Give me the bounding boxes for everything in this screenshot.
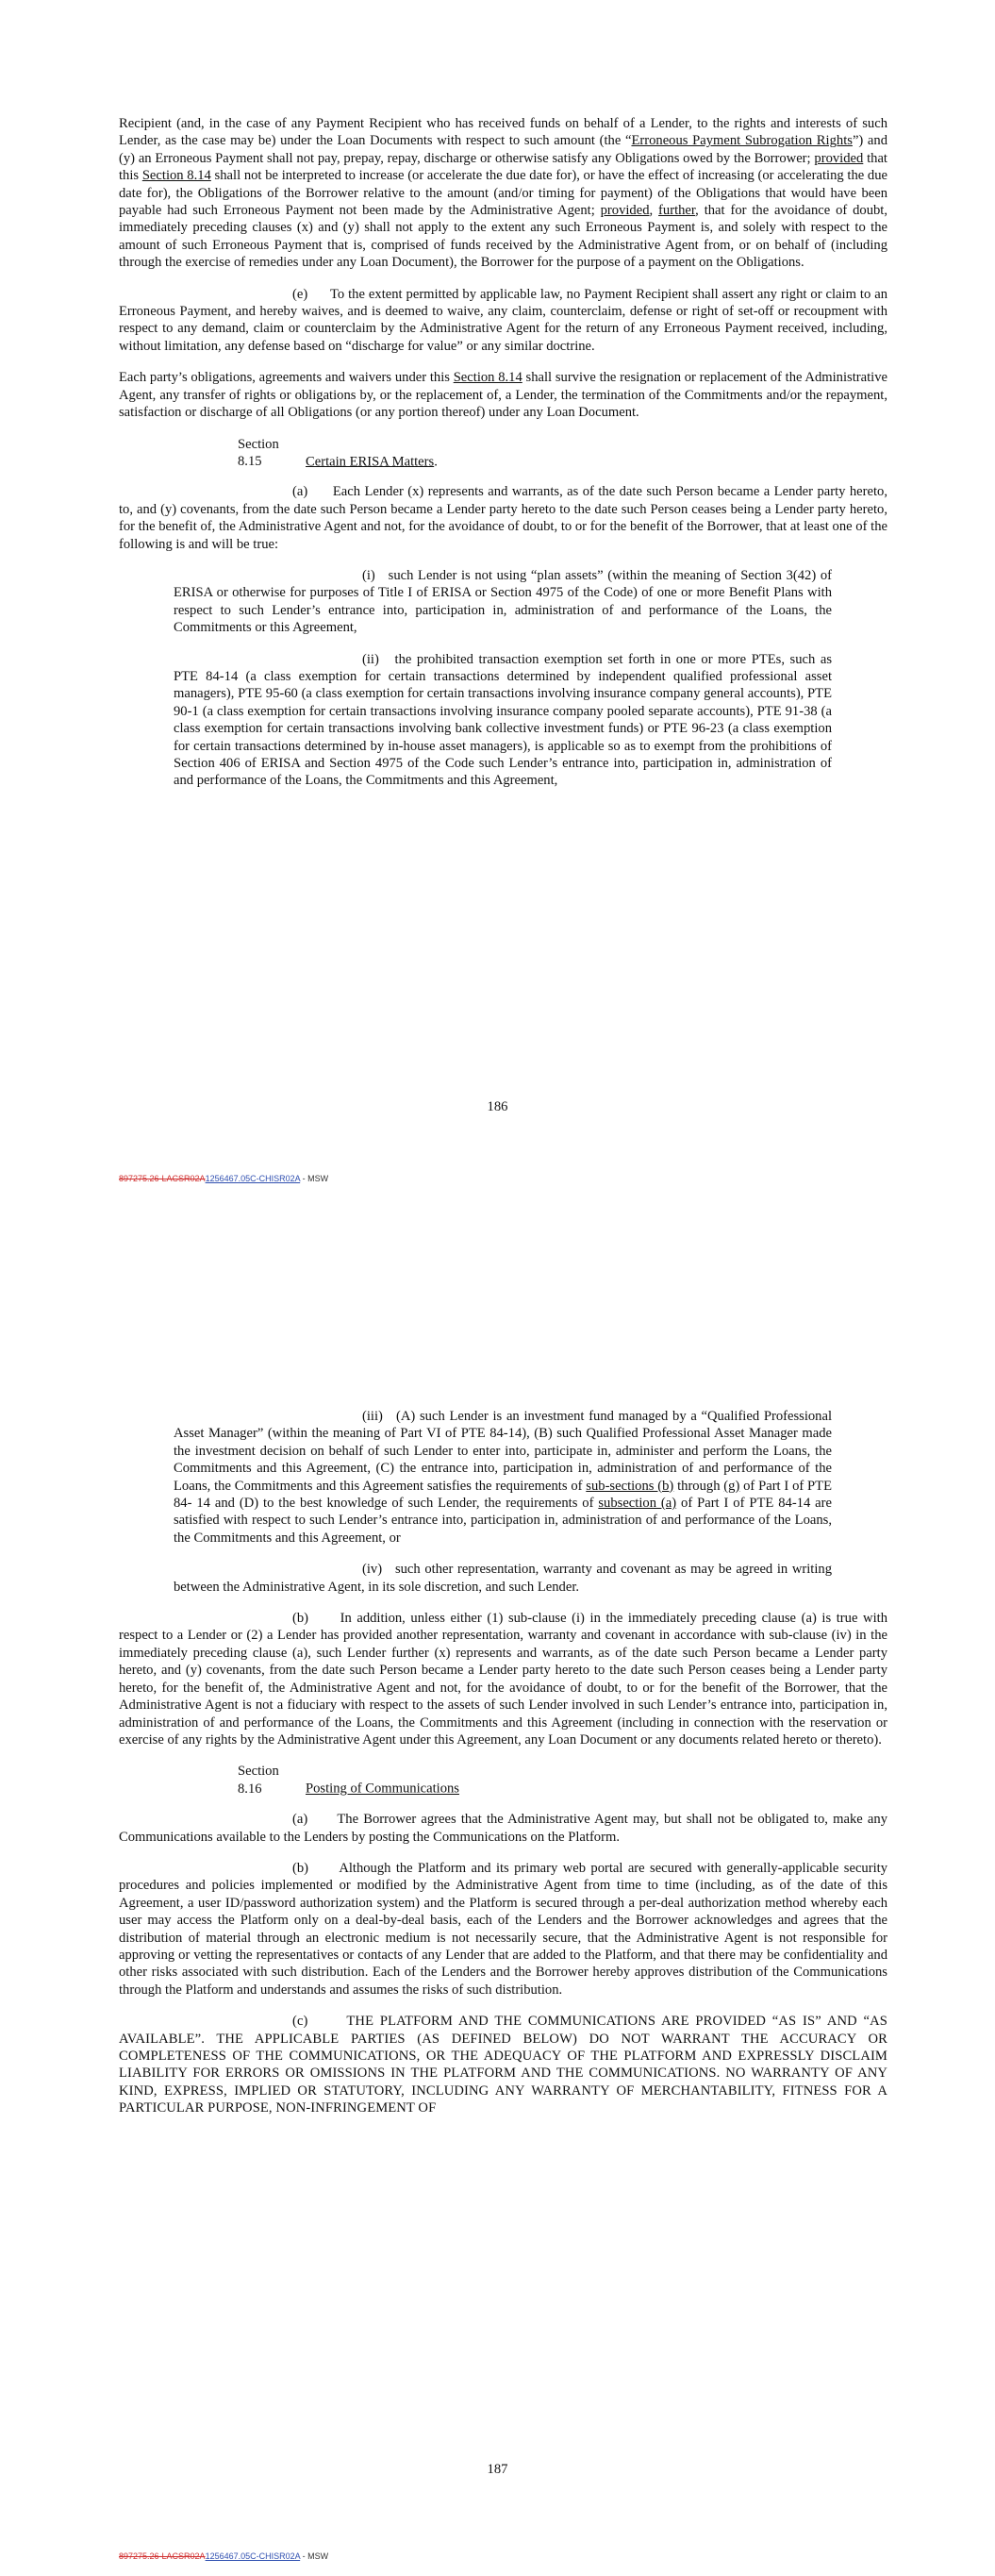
clause-iii — [174, 1408, 832, 1547]
text-run: through — [673, 1478, 724, 1494]
text-run: Recipient (and, in the case of any Payment Recipient who has received funds on behalf of a Lender, to the rights and interests of such Lender, as the case may be) under the Loan Documents with respect to such amount (the “ — [119, 116, 887, 149]
text-run: of Part I of PTE 84-14 are satisfied with respect to such Lender’s entrance into, participation in, administration of and performance of the Loans, the Commitments and this Agreement, or — [174, 1496, 833, 1546]
deleted-doc-id: 897275.26-LACSR02A — [119, 2551, 206, 2561]
section-title: Posting of Communications — [306, 1781, 459, 1797]
footer-suffix: - MSW — [300, 1174, 329, 1183]
paragraph-a: (a) The Borrower agrees that the Administrative Agent may, but shall not be obligated to, make any Communications available to the Lenders by posting the Communications on the Platform. — [119, 1812, 887, 1845]
page-number: 187 — [487, 2462, 508, 2477]
inserted-doc-id: 1256467.05C-CHISR02A — [205, 2551, 301, 2561]
document-footer — [119, 1170, 328, 1187]
underlined-term: further — [658, 203, 696, 219]
underlined-term: provided — [600, 203, 650, 219]
cross-reference: (g) — [723, 1478, 740, 1494]
section-number: Section 8.15 — [238, 436, 279, 469]
page-186-body — [119, 115, 887, 804]
text-run: , that for the avoidance of doubt, immediately preceding clauses (x) and (y) shall not apply to the extent any such Erroneous Payment is, and solely with respect to the amount of such Erroneous Payment that is, comprised of funds received by the Administrative Agent from, or on behalf of (including through the exercise of remedies under any Loan Document), the Borrower for the purpose of a payment on the Obligations. — [119, 203, 887, 271]
cross-reference: subsection (a) — [598, 1496, 677, 1512]
cross-reference: sub-sections (b) — [586, 1478, 674, 1494]
document-footer — [119, 2548, 328, 2565]
clause-i: (i) such Lender is not using “plan assets” (within the meaning of Section 3(42) of ERISA or otherwise for purposes of Title I of ERISA or Section 4975 of the Code) of one or more Benefit Plans with respect to such Lender’s entrance into, participation in, administration of and performance of the Loans, the Commitments or this Agreement, — [174, 567, 832, 636]
paragraph-c: (c) THE PLATFORM AND THE COMMUNICATIONS ARE PROVIDED “AS IS” AND “AS AVAILABLE”. THE APPLICABLE PARTIES (AS DEFINED BELOW) DO NOT WARRANT THE ACCURACY OR COMPLETENESS OF THE COMMUNICATIONS, OR THE ADEQUACY OF THE PLATFORM AND EXPRESSLY DISCLAIM LIABILITY FOR ERRORS OR OMISSIONS IN THE PLATFORM AND THE COMMUNICATIONS. NO WARRANTY OF ANY KIND, EXPRESS, IMPLIED OR STATUTORY, INCLUDING ANY WARRANTY OF MERCHANTABILITY, FITNESS FOR A PARTICULAR PURPOSE, NON-INFRINGEMENT OF — [119, 2014, 887, 2116]
inserted-doc-id: 1256467.05C-CHISR02A — [205, 1174, 301, 1183]
paragraph-b: (b) Although the Platform and its primary web portal are secured with generally-applicable security procedures and policies implemented or modified by the Administrative Agent from time to time (including, as of the date of this Agreement, a user ID/password authorization system) and the Platform is secured through a per-deal authorization method whereby each user may access the Platform only on a deal-by-deal basis, each of the Lenders and the Borrower acknowledges and agrees that the distribution of material through an electronic medium is not necessarily secure, that the Administrative Agent is not responsible for approving or vetting the representatives or contacts of any Lender that are added to the Platform, and that there may be confidentiality and other risks associated with such distribution. Each of the Lenders and the Borrower hereby approves distribution of the Communications through the Platform and understands and assumes the risks of such distribution. — [119, 1860, 887, 1998]
underlined-term: provided — [814, 150, 864, 166]
page-187-body — [119, 1408, 887, 2132]
text-run: shall not be interpreted to increase (or accelerate the due date for), or have the effect of increasing (or accelerating the due date for), the Obligations of the Borrower relative to the amount (and/or timing for payment) of the Obligations that would have been payable had such Erroneous Payment not been made by the Administrative Agent; — [119, 168, 888, 219]
section-reference: Section 8.14 — [453, 370, 522, 386]
document-page-187 — [0, 1293, 995, 2576]
section-title-period: . — [434, 453, 438, 469]
clause-ii: (ii) the prohibited transaction exemption set forth in one or more PTEs, such as PTE 84-14 (a class exemption for certain transactions determined by independent qualified professional asset managers), PTE 95-60 (a class exemption for certain transactions involving insurance company general accounts), PTE 90-1 (a class exemption for certain transactions involving insurance company pooled separate accounts), PTE 91-38 (a class exemption for certain transactions involving bank collective investment funds) or PTE 96-23 (a class exemption for certain transactions determined by in-house asset managers), is applicable so as to exempt from the prohibitions of Section 406 of ERISA and Section 4975 of the Code such Lender’s entrance into, participation in, administration of and performance of the Loans, the Commitments and this Agreement, — [174, 651, 832, 789]
page-number: 186 — [487, 1099, 508, 1114]
text-run: Each party’s obligations, agreements and waivers under this — [119, 370, 454, 386]
clause-block — [174, 1408, 832, 1596]
paragraph-e: (e) To the extent permitted by applicable law, no Payment Recipient shall assert any right or claim to an Erroneous Payment, and hereby waives, and is deemed to waive, any claim, counterclaim, defense or right of set-off or recoupment with respect to any demand, claim or counterclaim by the Administrative Agent for the return of any Erroneous Payment received, including, without limitation, any defense based on “discharge for value” or any similar doctrine. — [119, 286, 887, 354]
deleted-doc-id: 897275.26-LACSR02A — [119, 1174, 206, 1183]
section-heading-8-15 — [238, 436, 887, 471]
clause-block — [174, 567, 832, 790]
text-run: ”) and (y) an Erroneous Payment shall not pay, prepay, repay, discharge or otherwise satisfy any Obligations owed by the Borrower; — [119, 133, 887, 166]
section-heading-8-16 — [238, 1763, 887, 1798]
footer-suffix: - MSW — [300, 2551, 329, 2561]
clause-iv: (iv) such other representation, warranty and covenant as may be agreed in writing between the Administrative Agent, in its sole discretion, and such Lender. — [174, 1562, 832, 1595]
paragraph-b: (b) In addition, unless either (1) sub-clause (i) in the immediately preceding clause (a) is true with respect to a Lender or (2) a Lender has provided another representation, warranty and covenant in accordance with sub-clause (iv) in the immediately preceding clause (a), such Lender further (x) represents and warrants, as of the date such Person became a Lender party hereto, and (y) covenants, from the date such Person became a Lender party hereto to the date such Person ceases being a Lender party hereto, for the benefit of, the Administrative Agent and not, for the avoidance of doubt, to or for the benefit of the Borrower, that the Administrative Agent is not a fiduciary with respect to the assets of such Lender involved in such Lender’s entrance into, participation in, administration of and performance of the Loans, the Commitments and this Agreement (including in connection with the reservation or exercise of any rights by the Administrative Agent under this Agreement, any Loan Document or any documents related hereto or thereto). — [119, 1611, 887, 1748]
paragraph-a: (a) Each Lender (x) represents and warrants, as of the date such Person became a Lender party hereto, to, and (y) covenants, from the date such Person became a Lender party hereto to the date such Person ceases being a Lender party hereto, for the benefit of, the Administrative Agent and not, for the avoidance of doubt, to or for the benefit of the Borrower, that at least one of the following is and will be true: — [119, 484, 887, 552]
section-number: Section 8.16 — [238, 1764, 279, 1797]
text-run: that this — [119, 150, 887, 184]
paragraph-survival — [119, 369, 887, 421]
paragraph-subrogation — [119, 115, 887, 272]
section-title: Certain ERISA Matters — [306, 453, 435, 469]
text-run: , — [649, 203, 659, 219]
section-reference: Section 8.14 — [141, 168, 211, 184]
defined-term: Erroneous Payment Subrogation Rights — [631, 133, 853, 149]
text-run: (iii) (A) such Lender is an investment fund managed by a “Qualified Professional Asset Manager” (within the meaning of Part VI of PTE 84-14), (B) such Qualified Professional Asset Manager made the investment decision on behalf of such Lender to enter into, participate in, administer and perform the Loans, the Commitments and this Agreement, (C) the entrance into, participation in, administration of and performance of the Loans, the Commitments and this Agreement satisfies the requirements of — [174, 1409, 832, 1494]
text-run: shall survive the resignation or replacement of the Administrative Agent, any transfer of rights or obligations by, or the replacement of, a Lender, the termination of the Commitments and/or the repayment, satisfaction or discharge of all Obligations (or any portion thereof) under any Loan Document. — [119, 370, 887, 421]
text-run: of Part I of PTE 84- 14 and (D) to the best knowledge of such Lender, the requirements of — [174, 1478, 832, 1512]
